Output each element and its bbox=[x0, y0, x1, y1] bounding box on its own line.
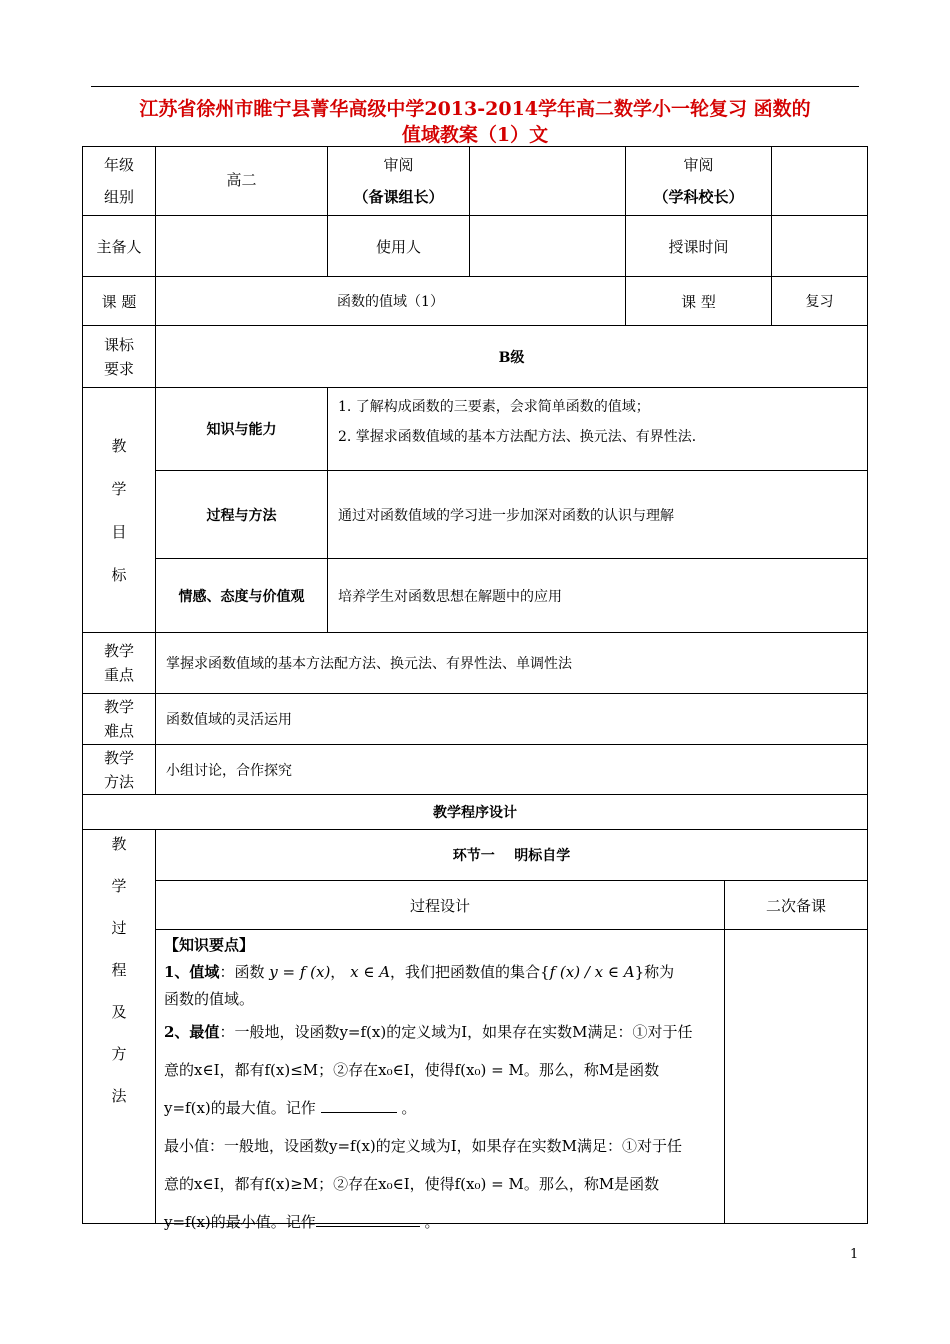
kp-math: f (x) / x ∈ A bbox=[549, 963, 635, 981]
topic-value: 函数的值域（1） bbox=[155, 276, 626, 326]
goals-side-char: 教 bbox=[111, 437, 127, 455]
kp-text: 函数的值域。 bbox=[164, 990, 255, 1008]
title-line-2: 值域教案（1）文 bbox=[401, 124, 549, 146]
header-rule bbox=[91, 86, 859, 87]
difficulty-label-line1: 教学 bbox=[103, 698, 134, 716]
review2-line1: 审阅 bbox=[683, 156, 714, 174]
method-label-line1: 教学 bbox=[103, 748, 134, 767]
emotion-label: 情感、态度与价值观 bbox=[155, 558, 328, 633]
user-value bbox=[469, 215, 626, 277]
focus-label-line2: 重点 bbox=[103, 666, 134, 684]
preparer-label: 主备人 bbox=[82, 215, 156, 277]
kp-max-line2: 意的x∈I，都有f(x)≤M；②存在x₀∈I，使得f(x₀) = M。那么，称M是函数 bbox=[164, 1061, 660, 1079]
time-value bbox=[771, 215, 868, 277]
review2-line2: （学科校长） bbox=[653, 188, 744, 206]
review-principal-value bbox=[771, 146, 868, 216]
process-side-char: 学 bbox=[111, 877, 127, 895]
review-group-leader-value bbox=[469, 146, 626, 216]
process-side-char: 程 bbox=[111, 961, 127, 979]
kp-min-line1: 最小值：一般地，设函数y=f(x)的定义域为I，如果存在实数M满足：①对于任 bbox=[164, 1137, 683, 1155]
focus-label-line1: 教学 bbox=[103, 642, 134, 660]
kp-max-line1: ：一般地，设函数y=f(x)的定义域为I，如果存在实数M满足：①对于任 bbox=[219, 1023, 693, 1041]
kp-text: }称为 bbox=[634, 963, 675, 981]
goals-side-label bbox=[82, 387, 156, 633]
process-method-text: 通过对函数值域的学习进一步加深对函数的认识与理解 bbox=[327, 470, 868, 559]
grade-label bbox=[82, 146, 156, 216]
focus-text: 掌握求函数值域的基本方法配方法、换元法、有界性法、单调性法 bbox=[155, 632, 868, 694]
process-side-label bbox=[82, 829, 156, 1224]
time-label: 授课时间 bbox=[625, 215, 772, 277]
standard-label bbox=[82, 325, 156, 388]
process-side-char: 法 bbox=[111, 1087, 127, 1105]
difficulty-label-line2: 难点 bbox=[103, 722, 134, 740]
method-text: 小组讨论，合作探究 bbox=[155, 744, 868, 795]
review-group-leader-label bbox=[327, 146, 470, 216]
knowledge-points-cell bbox=[155, 929, 725, 1231]
standard-label-line2: 要求 bbox=[103, 359, 134, 378]
kp-min-line2: 意的x∈I，都有f(x)≥M；②存在x₀∈I，使得f(x₀) = M。那么，称M是函数 bbox=[164, 1175, 660, 1193]
page-number: 1 bbox=[850, 1247, 859, 1262]
stage-title: 环节一 明标自学 bbox=[155, 829, 868, 881]
focus-label bbox=[82, 632, 156, 694]
kp-math: y = f (x) bbox=[269, 963, 331, 981]
design-header: 过程设计 bbox=[155, 880, 725, 930]
second-prep-cell bbox=[724, 929, 868, 1224]
process-side-char: 教 bbox=[111, 835, 127, 853]
program-heading: 教学程序设计 bbox=[82, 794, 868, 830]
min-blank[interactable] bbox=[316, 1212, 420, 1227]
review1-line2: （备课组长） bbox=[353, 188, 444, 206]
method-label bbox=[82, 744, 156, 795]
grade-label-line2: 组别 bbox=[103, 188, 134, 206]
kp-text: 。 bbox=[424, 1213, 440, 1231]
standard-value: B级 bbox=[155, 325, 868, 388]
kp-min-line3: y=f(x)的最小值。记作 bbox=[164, 1213, 316, 1231]
standard-label-line1: 课标 bbox=[103, 335, 134, 354]
topic-label: 课 题 bbox=[82, 276, 156, 326]
difficulty-text: 函数值域的灵活运用 bbox=[155, 693, 868, 745]
kp-math: x ∈ A bbox=[350, 963, 391, 981]
emotion-text: 培养学生对函数思想在解题中的应用 bbox=[327, 558, 868, 633]
kp-range-label: 1、值域 bbox=[164, 963, 220, 981]
kp-text: 。 bbox=[401, 1099, 417, 1117]
goals-side-char: 学 bbox=[111, 480, 127, 498]
goals-side-char: 标 bbox=[111, 566, 127, 584]
kp-text: ：函数 bbox=[219, 963, 265, 981]
review1-line1: 审阅 bbox=[383, 156, 414, 174]
goals-side-char: 目 bbox=[111, 523, 127, 541]
type-value: 复习 bbox=[771, 276, 868, 326]
method-label-line2: 方法 bbox=[103, 772, 134, 791]
kp-text: ，我们把函数值的集合{ bbox=[390, 963, 550, 981]
document-title bbox=[80, 96, 870, 148]
user-label: 使用人 bbox=[327, 215, 470, 277]
max-blank[interactable] bbox=[321, 1098, 397, 1113]
kp-max-line3: y=f(x)的最大值。记作 bbox=[164, 1099, 316, 1117]
second-prep-header: 二次备课 bbox=[724, 880, 868, 930]
knowledge-label: 知识与能力 bbox=[155, 387, 328, 471]
type-label: 课 型 bbox=[625, 276, 772, 326]
difficulty-label bbox=[82, 693, 156, 745]
kp-max-label: 2、最值 bbox=[164, 1023, 220, 1041]
knowledge-content bbox=[327, 387, 868, 471]
knowledge-item-1: 1. 了解构成函数的三要素，会求简单函数的值域； bbox=[338, 399, 650, 415]
review-principal-label bbox=[625, 146, 772, 216]
preparer-value bbox=[155, 215, 328, 277]
process-side-char: 方 bbox=[111, 1045, 127, 1063]
kp-text: ， bbox=[330, 963, 346, 981]
grade-label-line1: 年级 bbox=[103, 156, 134, 174]
knowledge-item-2: 2. 掌握求函数值域的基本方法配方法、换元法、有界性法． bbox=[338, 429, 706, 445]
kp-range-definition bbox=[164, 959, 716, 986]
grade-value: 高二 bbox=[155, 146, 328, 216]
process-method-label: 过程与方法 bbox=[155, 470, 328, 559]
title-line-1: 江苏省徐州市睢宁县菁华高级中学2013-2014学年高二数学小一轮复习 函数的 bbox=[139, 98, 811, 120]
process-side-char: 及 bbox=[111, 1003, 127, 1021]
process-side-char: 过 bbox=[111, 919, 127, 937]
kp-heading: 【知识要点】 bbox=[164, 936, 255, 954]
